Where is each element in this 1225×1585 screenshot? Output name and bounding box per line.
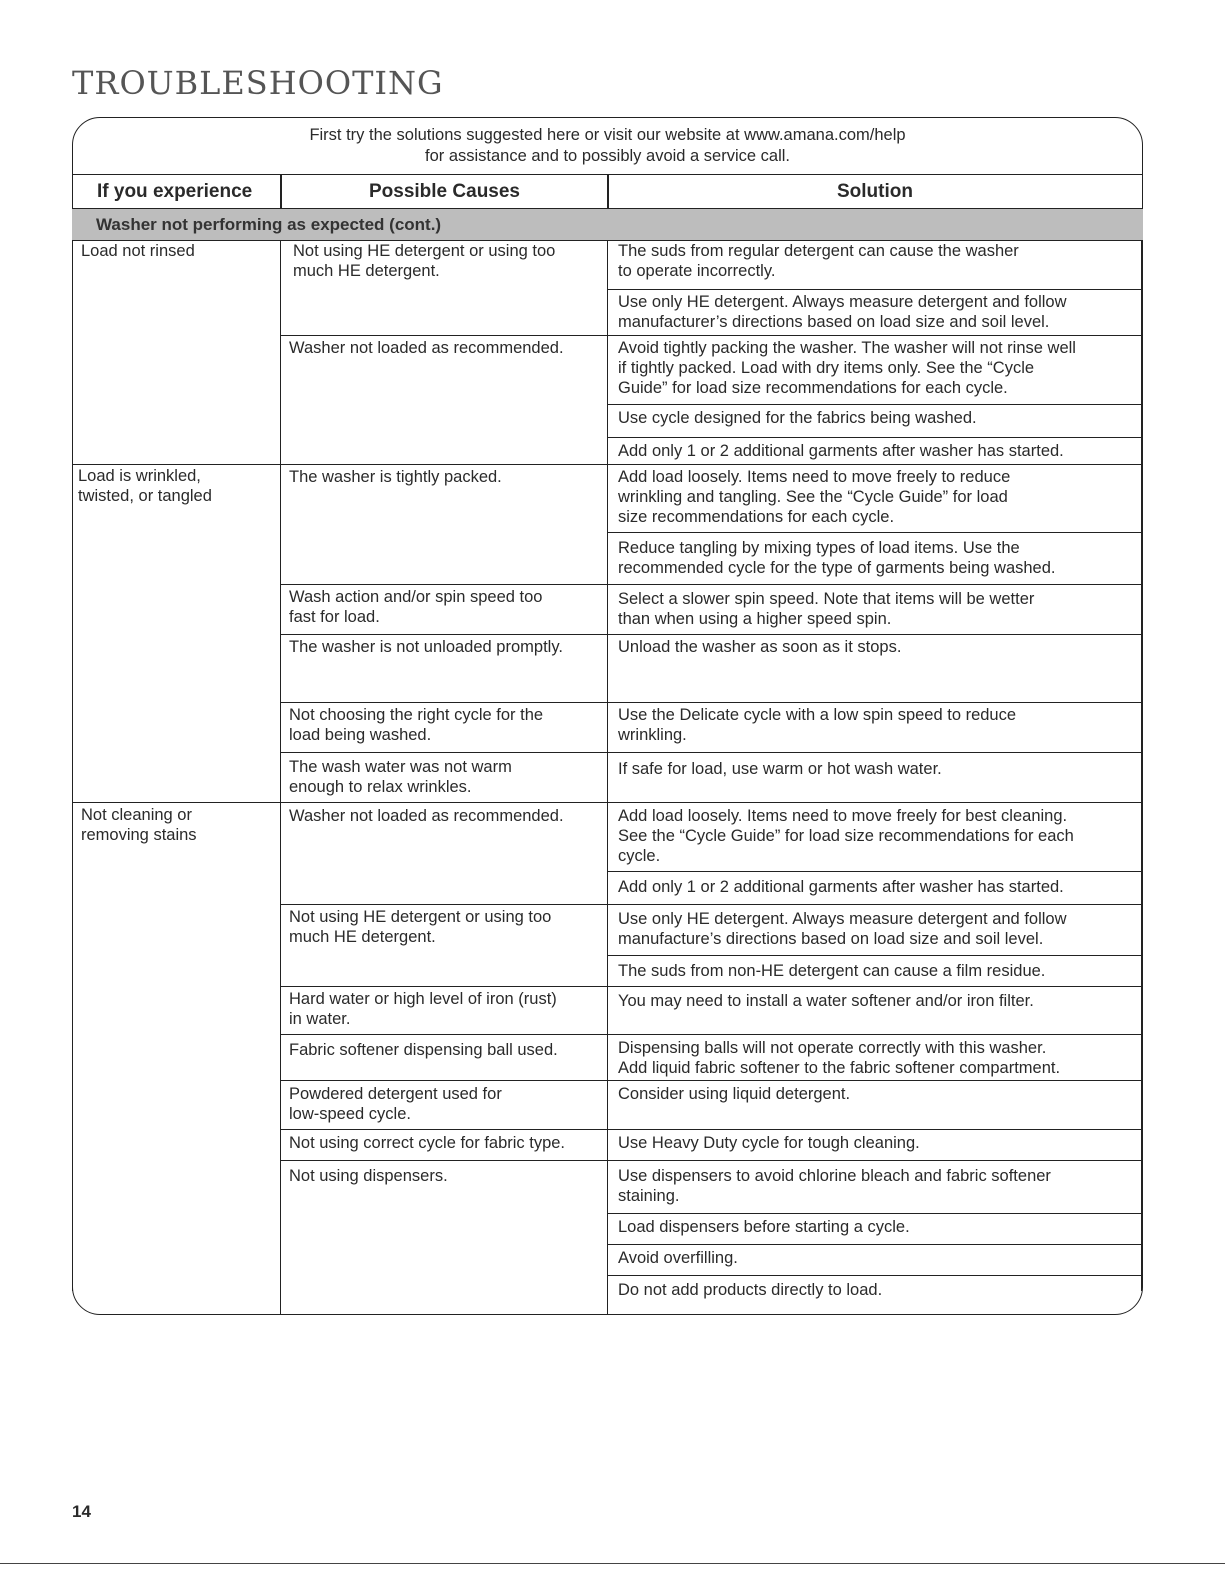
row-separator (280, 634, 1142, 635)
solution-cell (618, 1038, 1060, 1078)
solution-cell (618, 991, 1034, 1011)
solution-line: Use Heavy Duty cycle for tough cleaning. (618, 1134, 920, 1152)
row-separator (280, 335, 1142, 336)
section-band (72, 208, 1143, 241)
solution-line: Use the Delicate cycle with a low spin speed to reduce (618, 706, 1017, 724)
solution-line: Reduce tangling by mixing types of load items. Use the (618, 539, 1020, 557)
solution-line: Use cycle designed for the fabrics being washed. (618, 409, 977, 427)
cause-line: The wash water was not warm (289, 758, 512, 776)
row-separator (280, 1034, 1142, 1035)
solution-line: Unload the washer as soon as it stops. (618, 638, 902, 656)
header-causes-label: Possible Causes (368, 180, 521, 202)
cause-line: in water. (289, 1010, 351, 1028)
solution-line: Avoid tightly packing the washer. The washer will not rinse well (618, 339, 1076, 357)
solution-cell (618, 538, 1055, 578)
solution-line: manufacturer’s directions based on load size and soil level. (618, 313, 1050, 331)
solution-separator (607, 1275, 1142, 1276)
cause-line: fast for load. (289, 608, 380, 626)
group-separator (72, 802, 1142, 803)
cause-cell (289, 989, 557, 1029)
solution-line: manufacture’s directions based on load size and soil level. (618, 930, 1044, 948)
solution-cell (618, 877, 1064, 897)
solution-line: to operate incorrectly. (618, 262, 776, 280)
solution-cell (618, 589, 1034, 629)
solution-line: than when using a higher speed spin. (618, 610, 892, 628)
solution-line: See the “Cycle Guide” for load size recommendations for each (618, 827, 1074, 845)
solution-line: If safe for load, use warm or hot wash water. (618, 760, 942, 778)
cause-line: Washer not loaded as recommended. (289, 339, 564, 357)
solution-line: Do not add products directly to load. (618, 1281, 883, 1299)
solution-line: Use only HE detergent. Always measure detergent and follow (618, 293, 1067, 311)
page-number: 14 (72, 1502, 91, 1521)
solution-cell (618, 909, 1067, 949)
row-separator (280, 904, 1142, 905)
row-separator (280, 986, 1142, 987)
solution-cell (618, 1166, 1051, 1206)
solution-line: Add load loosely. Items need to move freely to reduce (618, 468, 1011, 486)
solution-line: cycle. (618, 847, 661, 865)
header-solution-label: Solution (837, 180, 913, 202)
cause-cell (289, 1166, 448, 1186)
problem-line: removing stains (81, 826, 197, 844)
solution-line: wrinkling. (618, 726, 687, 744)
solution-separator (607, 532, 1142, 533)
solution-line: Add load loosely. Items need to move freely for best cleaning. (618, 807, 1068, 825)
solution-line: The suds from regular detergent can cause the washer (618, 242, 1019, 260)
problem-line: Not cleaning or (81, 806, 192, 824)
solution-line: The suds from non-HE detergent can cause a film residue. (618, 962, 1046, 980)
cause-cell (289, 338, 564, 358)
cause-cell (289, 907, 551, 947)
solution-cell (618, 441, 1064, 461)
cause-cell (293, 241, 555, 281)
cause-cell (289, 705, 543, 745)
cause-line: Not using dispensers. (289, 1167, 448, 1185)
solution-separator (607, 955, 1142, 956)
solution-cell (618, 338, 1076, 398)
column-divider-1 (280, 241, 281, 1314)
solution-line: Add only 1 or 2 additional garments after washer has started. (618, 878, 1064, 896)
solution-cell (618, 292, 1067, 332)
solution-separator (607, 1244, 1142, 1245)
header-experience-label: If you experience (97, 180, 253, 202)
row-separator (280, 1160, 1142, 1161)
cause-line: Not using HE detergent or using too (289, 908, 552, 926)
cause-line: Not using correct cycle for fabric type. (289, 1134, 566, 1152)
solution-line: staining. (618, 1187, 680, 1205)
solution-cell (618, 759, 942, 779)
solution-line: Use dispensers to avoid chlorine bleach and fabric softener (618, 1167, 1051, 1185)
solution-cell (618, 637, 901, 657)
solution-line: recommended cycle for the type of garments being washed. (618, 559, 1056, 577)
solution-line: size recommendations for each cycle. (618, 508, 895, 526)
header-solution (607, 174, 1143, 209)
intro-line-1: First try the solutions suggested here or visit our website at www.amana.com/help (309, 126, 906, 144)
solution-separator (607, 1213, 1142, 1214)
solution-line: Add only 1 or 2 additional garments after washer has started. (618, 442, 1064, 460)
solution-line: Add liquid fabric softener to the fabric softener compartment. (618, 1059, 1061, 1077)
cause-cell (289, 1133, 565, 1153)
problem-cell (81, 241, 195, 261)
cause-line: low-speed cycle. (289, 1105, 411, 1123)
cause-cell (289, 587, 542, 627)
cause-line: Washer not loaded as recommended. (289, 807, 564, 825)
solution-separator (607, 404, 1142, 405)
cause-cell (289, 757, 512, 797)
solution-line: Avoid overfilling. (618, 1249, 738, 1267)
cause-line: load being washed. (289, 726, 432, 744)
solution-line: if tightly packed. Load with dry items only. See the “Cycle (618, 359, 1035, 377)
problem-line: twisted, or tangled (78, 487, 212, 505)
solution-separator (607, 437, 1142, 438)
row-separator (280, 1129, 1142, 1130)
solution-line: Consider using liquid detergent. (618, 1085, 851, 1103)
solution-cell (618, 1280, 882, 1300)
cause-line: The washer is not unloaded promptly. (289, 638, 563, 656)
cause-line: much HE detergent. (289, 928, 436, 946)
solution-cell (618, 806, 1074, 866)
solution-separator (607, 871, 1142, 872)
cause-line: much HE detergent. (293, 262, 440, 280)
cause-cell (289, 1084, 502, 1124)
header-causes (280, 174, 609, 209)
row-separator (280, 1080, 1142, 1081)
solution-line: You may need to install a water softener and/or iron filter. (618, 992, 1034, 1010)
group-separator (72, 464, 1142, 465)
solution-line: Load dispensers before starting a cycle. (618, 1218, 910, 1236)
problem-cell (78, 466, 212, 506)
row-separator (280, 702, 1142, 703)
page-title: TROUBLESHOOTING (72, 64, 444, 102)
cause-line: Not using HE detergent or using too (293, 242, 556, 260)
cause-cell (289, 637, 563, 657)
solution-cell (618, 241, 1019, 281)
cause-line: Powdered detergent used for (289, 1085, 502, 1103)
row-separator (280, 584, 1142, 585)
cause-line: The washer is tightly packed. (289, 468, 502, 486)
solution-cell (618, 408, 977, 428)
table-left-border (72, 241, 73, 1291)
cause-cell (289, 467, 502, 487)
solution-separator (607, 289, 1142, 290)
row-separator (280, 752, 1142, 753)
problem-line: Load not rinsed (81, 242, 195, 260)
cause-line: Wash action and/or spin speed too (289, 588, 543, 606)
solution-line: Select a slower spin speed. Note that items will be wetter (618, 590, 1035, 608)
cause-line: Not choosing the right cycle for the (289, 706, 544, 724)
cause-cell (289, 1040, 558, 1060)
problem-cell (81, 805, 197, 845)
solution-cell (618, 1248, 738, 1268)
solution-cell (618, 1133, 920, 1153)
cause-line: Fabric softener dispensing ball used. (289, 1041, 558, 1059)
solution-line: Dispensing balls will not operate correctly with this washer. (618, 1039, 1047, 1057)
cause-cell (289, 806, 564, 826)
solution-line: wrinkling and tangling. See the “Cycle Guide” for load (618, 488, 1008, 506)
section-title: Washer not performing as expected (cont.) (96, 214, 442, 234)
solution-cell (618, 1217, 910, 1237)
problem-line: Load is wrinkled, (78, 467, 201, 485)
table-right-border (1141, 241, 1142, 1291)
intro-text (72, 125, 1143, 167)
header-experience (72, 174, 282, 209)
intro-line-2: for assistance and to possibly avoid a service call. (424, 147, 790, 165)
page-bottom-rule (0, 1563, 1225, 1564)
solution-cell (618, 467, 1010, 527)
column-divider-2 (607, 241, 608, 1314)
solution-line: Use only HE detergent. Always measure detergent and follow (618, 910, 1067, 928)
solution-cell (618, 961, 1045, 981)
solution-line: Guide” for load size recommendations for each cycle. (618, 379, 1008, 397)
solution-cell (618, 1084, 850, 1104)
cause-line: enough to relax wrinkles. (289, 778, 472, 796)
cause-line: Hard water or high level of iron (rust) (289, 990, 557, 1008)
solution-cell (618, 705, 1016, 745)
